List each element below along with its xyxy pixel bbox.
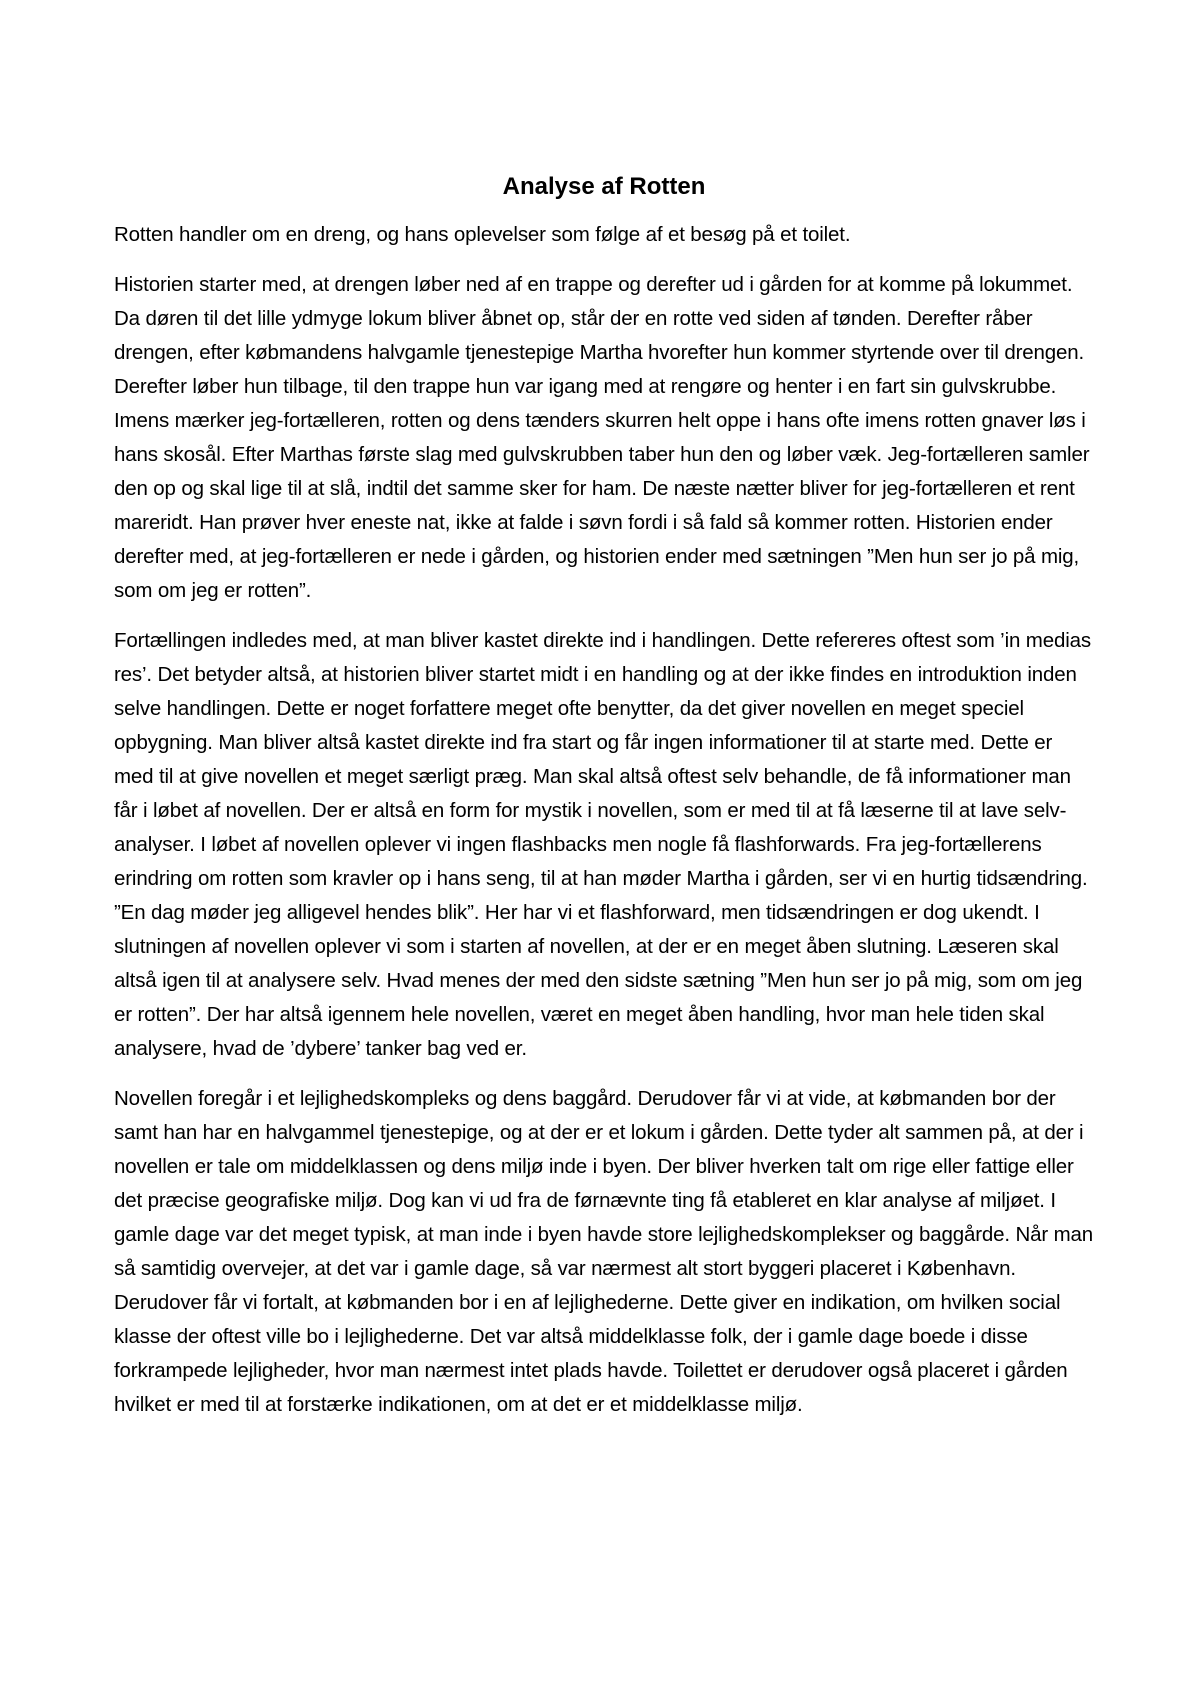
document-title: Analyse af Rotten xyxy=(502,173,706,200)
document-body xyxy=(114,170,1094,1438)
paragraph-setting: Novellen foregår i et lejlighedskompleks og dens baggård. Derudover får vi at vide, at købmanden bor der samt han har en halvgammel tjenestepige, og at der er et lokum i gården. Dette tyder alt sammen på, at der i novellen er tale om middelklassen og dens miljø inde i byen. Der bliver hverken talt om rige eller fattige eller det præcise geografiske miljø. Dog kan vi ud fra de førnævnte ting få etableret en klar analyse af miljøet. I gamle dage var det meget typisk, at man inde i byen havde store lejlighedskomplekser og baggårde. Når man så samtidig overvejer, at det var i gamle dage, så var nærmest alt stort byggeri placeret i København. Derudover får vi fortalt, at købmanden bor i en af lejlighederne. Dette giver en indikation, om hvilken social klasse der oftest ville bo i lejlighederne. Det var altså middelklasse folk, der i gamle dage boede i disse forkrampede lejligheder, hvor man nærmest intet plads havde. Toilettet er derudover også placeret i gården hvilket er med til at forstærke indikationen, om at det er et middelklasse miljø. xyxy=(114,1087,1094,1416)
paragraph-composition: Fortællingen indledes med, at man bliver kastet direkte ind i handlingen. Dette refereres oftest som ’in medias res’. Det betyder altså, at historien bliver startet midt i en handling og at der ikke findes en introduktion inden selve handlingen. Dette er noget forfattere meget ofte benytter, da det giver novellen en meget speciel opbygning. Man bliver altså kastet direkte ind fra start og får ingen informationer til at starte med. Dette er med til at give novellen et meget særligt præg. Man skal altså oftest selv behandle, de få informationer man får i løbet af novellen. Der er altså en form for mystik i novellen, som er med til at få læserne til at lave selv-analyser. I løbet af novellen oplever vi ingen flashbacks men nogle få flashforwards. Fra jeg-fortællerens erindring om rotten som kravler op i hans seng, til at han møder Martha i gården, ser vi en hurtig tidsændring. ”En dag møder jeg alligevel hendes blik”. Her har vi et flashforward, men tidsændringen er dog ukendt. I slutningen af novellen oplever vi som i starten af novellen, at der er en meget åben slutning. Læseren skal altså igen til at analysere selv. Hvad menes der med den sidste sætning ”Men hun ser jo på mig, som om jeg er rotten”. Der har altså igennem hele novellen, været en meget åben handling, hvor man hele tiden skal analysere, hvad de ’dybere’ tanker bag ved er. xyxy=(114,629,1091,1060)
paragraph-summary: Rotten handler om en dreng, og hans oplevelser som følge af et besøg på et toilet. xyxy=(114,223,851,246)
paragraph-plot: Historien starter med, at drengen løber ned af en trappe og derefter ud i gården for at komme på lokummet. Da døren til det lille ydmyge lokum bliver åbnet op, står der en rotte ved siden af tønden. Derefter råber drengen, efter købmandens halvgamle tjenestepige Martha hvorefter hun kommer styrtende over til drengen. Derefter løber hun tilbage, til den trappe hun var igang med at rengøre og henter i en fart sin gulvskrubbe. Imens mærker jeg-fortælleren, rotten og dens tænders skurren helt oppe i hans ofte imens rotten gnaver løs i hans skosål. Efter Marthas første slag med gulvskrubben taber hun den og løber væk. Jeg-fortælleren samler den op og skal lige til at slå, indtil det samme sker for ham. De næste nætter bliver for jeg-fortælleren et rent mareridt. Han prøver hver eneste nat, ikke at falde i søvn fordi i så fald så kommer rotten. Historien ender derefter med, at jeg-fortælleren er nede i gården, og historien ender med sætningen ”Men hun ser jo på mig, som om jeg er rotten”. xyxy=(114,273,1090,602)
